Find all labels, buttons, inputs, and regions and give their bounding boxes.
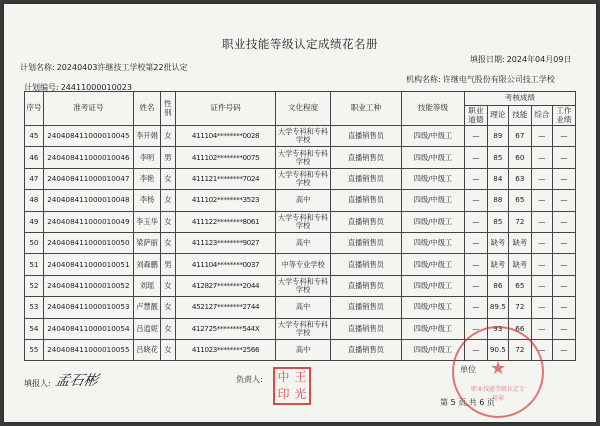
cell-education: 大学专科和专科学校 <box>276 147 330 168</box>
cell-ethics: — <box>464 339 487 360</box>
cell-id-no: 411023********2566 <box>175 339 276 360</box>
table-row <box>25 168 576 189</box>
cell-gender: 女 <box>161 275 176 296</box>
cell-gender: 女 <box>161 190 176 211</box>
cell-seq: 54 <box>25 318 44 339</box>
header-name: 姓名 <box>133 92 160 126</box>
cell-exam-no: 240408411000010054 <box>43 318 133 339</box>
cell-name: 李艳 <box>133 168 160 189</box>
cell-performance: — <box>552 190 575 211</box>
cell-level: 四级/中级工 <box>402 339 465 360</box>
cell-overall: — <box>531 339 552 360</box>
cell-name: 梁萨丽 <box>133 232 160 253</box>
cell-id-no: 411104********0028 <box>175 126 276 147</box>
cell-seq: 52 <box>25 275 44 296</box>
header-id-no: 证件号码 <box>175 92 276 126</box>
seal-star-icon: ★ <box>490 358 507 379</box>
cell-education: 高中 <box>276 339 330 360</box>
cell-theory: 84 <box>487 168 508 189</box>
header-education: 文化程度 <box>276 92 330 126</box>
personal-seal-stamp: 中 王 印 光 <box>273 367 311 405</box>
cell-level: 四级/中级工 <box>402 275 465 296</box>
cell-level: 四级/中级工 <box>402 297 465 318</box>
cell-theory: 88 <box>487 190 508 211</box>
cell-theory: 93 <box>487 318 508 339</box>
header-ethics: 职业道德 <box>464 106 487 126</box>
cell-gender: 女 <box>161 318 176 339</box>
cell-overall: — <box>531 211 552 232</box>
cell-theory: 缺考 <box>487 254 508 275</box>
table-header <box>25 92 576 126</box>
cell-skill: 66 <box>508 318 531 339</box>
cell-id-no: 411102********3523 <box>175 190 276 211</box>
cell-theory: 89 <box>487 126 508 147</box>
header-performance: 工作业绩 <box>552 106 575 126</box>
header-occupation: 职业工种 <box>330 92 401 126</box>
cell-theory: 85 <box>487 211 508 232</box>
cell-name: 李杨 <box>133 190 160 211</box>
cell-level: 四级/中级工 <box>402 168 465 189</box>
cell-skill: 60 <box>508 147 531 168</box>
cell-seq: 46 <box>25 147 44 168</box>
cell-seq: 53 <box>25 297 44 318</box>
table-row <box>25 211 576 232</box>
cell-education: 大学专科和专科学校 <box>276 211 330 232</box>
cell-exam-no: 240408411000010047 <box>43 168 133 189</box>
cell-skill: 65 <box>508 190 531 211</box>
cell-name: 刘瑶 <box>133 275 160 296</box>
cell-seq: 51 <box>25 254 44 275</box>
cell-theory: 86 <box>487 275 508 296</box>
cell-id-no: 412827********2044 <box>175 275 276 296</box>
table-row <box>25 147 576 168</box>
cell-seq: 50 <box>25 232 44 253</box>
cell-occupation: 直播销售员 <box>330 339 401 360</box>
cell-theory: 89.5 <box>487 297 508 318</box>
cell-ethics: — <box>464 275 487 296</box>
cell-ethics: — <box>464 190 487 211</box>
cell-seq: 47 <box>25 168 44 189</box>
cell-occupation: 直播销售员 <box>330 168 401 189</box>
cell-exam-no: 240408411000010049 <box>43 211 133 232</box>
cell-education: 中等专业学校 <box>276 254 330 275</box>
cell-occupation: 直播销售员 <box>330 232 401 253</box>
cell-seq: 48 <box>25 190 44 211</box>
official-round-seal-stamp <box>452 326 544 418</box>
table-row <box>25 232 576 253</box>
cell-level: 四级/中级工 <box>402 190 465 211</box>
cell-exam-no: 240408411000010055 <box>43 339 133 360</box>
cell-overall: — <box>531 147 552 168</box>
cell-ethics: — <box>464 126 487 147</box>
cell-name: 李开娟 <box>133 126 160 147</box>
cell-theory: 85 <box>487 147 508 168</box>
seal-text: 职业技能等级认定专用章 <box>470 386 525 402</box>
cell-occupation: 直播销售员 <box>330 147 401 168</box>
cell-gender: 男 <box>161 147 176 168</box>
cell-level: 四级/中级工 <box>402 232 465 253</box>
filler-label: 填报人: <box>24 379 51 388</box>
cell-id-no: 412725********544X <box>175 318 276 339</box>
cell-occupation: 直播销售员 <box>330 211 401 232</box>
cell-performance: — <box>552 126 575 147</box>
cell-ethics: — <box>464 168 487 189</box>
cell-overall: — <box>531 297 552 318</box>
cell-name: 吕逍妮 <box>133 318 160 339</box>
cell-theory: 缺考 <box>487 232 508 253</box>
header-gender: 性别 <box>161 92 176 126</box>
cell-seq: 49 <box>25 211 44 232</box>
cell-level: 四级/中级工 <box>402 318 465 339</box>
cell-performance: — <box>552 339 575 360</box>
page-number: 第 5 页,共 6 页 <box>440 398 495 407</box>
cell-ethics: — <box>464 318 487 339</box>
cell-name: 吕晓花 <box>133 339 160 360</box>
cell-gender: 女 <box>161 339 176 360</box>
cell-overall: — <box>531 318 552 339</box>
cell-overall: — <box>531 232 552 253</box>
cell-exam-no: 240408411000010045 <box>43 126 133 147</box>
cell-overall: — <box>531 126 552 147</box>
cell-gender: 女 <box>161 168 176 189</box>
header-scores: 考核成绩 <box>464 92 575 106</box>
table-row <box>25 190 576 211</box>
cell-gender: 女 <box>161 232 176 253</box>
cell-exam-no: 240408411000010053 <box>43 297 133 318</box>
cell-performance: — <box>552 211 575 232</box>
table-row <box>25 297 576 318</box>
cell-performance: — <box>552 297 575 318</box>
roster-document <box>4 4 596 422</box>
cell-occupation: 直播销售员 <box>330 190 401 211</box>
cell-skill: 缺考 <box>508 232 531 253</box>
cell-name: 李明 <box>133 147 160 168</box>
cell-occupation: 直播销售员 <box>330 254 401 275</box>
institution-name: 机构名称: 许继电气股份有限公司技工学校 <box>406 75 555 84</box>
cell-id-no: 452127********2744 <box>175 297 276 318</box>
cell-skill: 72 <box>508 339 531 360</box>
unit-label: 单位 <box>460 365 476 374</box>
cell-education: 大学专科和专科学校 <box>276 126 330 147</box>
cell-performance: — <box>552 318 575 339</box>
cell-id-no: 411102********0075 <box>175 147 276 168</box>
cell-exam-no: 240408411000010046 <box>43 147 133 168</box>
cell-gender: 女 <box>161 297 176 318</box>
cell-overall: — <box>531 275 552 296</box>
cell-overall: — <box>531 190 552 211</box>
cell-performance: — <box>552 275 575 296</box>
filler-signature: 孟石彬 <box>54 373 100 389</box>
cell-occupation: 直播销售员 <box>330 318 401 339</box>
cell-gender: 女 <box>161 126 176 147</box>
cell-overall: — <box>531 254 552 275</box>
score-table <box>24 91 576 361</box>
cell-skill: 65 <box>508 275 531 296</box>
cell-skill: 72 <box>508 211 531 232</box>
header-theory: 理论 <box>487 106 508 126</box>
table-row <box>25 275 576 296</box>
cell-skill: 缺考 <box>508 254 531 275</box>
cell-gender: 女 <box>161 211 176 232</box>
cell-seq: 45 <box>25 126 44 147</box>
cell-education: 高中 <box>276 232 330 253</box>
cell-ethics: — <box>464 297 487 318</box>
cell-level: 四级/中级工 <box>402 126 465 147</box>
header-seq: 序号 <box>25 92 44 126</box>
cell-exam-no: 240408411000010050 <box>43 232 133 253</box>
cell-education: 高中 <box>276 297 330 318</box>
cell-exam-no: 240408411000010048 <box>43 190 133 211</box>
cell-occupation: 直播销售员 <box>330 275 401 296</box>
cell-occupation: 直播销售员 <box>330 126 401 147</box>
cell-ethics: — <box>464 232 487 253</box>
plan-number: 计划编号: 24411000010023 <box>24 83 132 92</box>
cell-theory: 90.5 <box>487 339 508 360</box>
cell-performance: — <box>552 168 575 189</box>
cell-skill: 67 <box>508 126 531 147</box>
cell-skill: 72 <box>508 297 531 318</box>
cell-id-no: 411123********9027 <box>175 232 276 253</box>
cell-education: 大学专科和专科学校 <box>276 275 330 296</box>
table-row <box>25 254 576 275</box>
cell-performance: — <box>552 232 575 253</box>
cell-occupation: 直播销售员 <box>330 297 401 318</box>
header-level: 技能等级 <box>402 92 465 126</box>
cell-overall: — <box>531 168 552 189</box>
cell-id-no: 411121********7024 <box>175 168 276 189</box>
cell-skill: 63 <box>508 168 531 189</box>
supervisor-label: 负责人: <box>236 375 263 384</box>
header-overall: 综合 <box>531 106 552 126</box>
cell-exam-no: 240408411000010052 <box>43 275 133 296</box>
document-title: 职业技能等级认定成绩花名册 <box>222 37 378 51</box>
table-row <box>25 126 576 147</box>
cell-ethics: — <box>464 211 487 232</box>
plan-name: 计划名称: 20240403许继技工学校第22批认定 <box>20 63 188 72</box>
cell-ethics: — <box>464 147 487 168</box>
cell-name: 李玉华 <box>133 211 160 232</box>
cell-exam-no: 240408411000010051 <box>43 254 133 275</box>
fill-date: 填报日期: 2024年04月09日 <box>470 55 572 64</box>
cell-seq: 55 <box>25 339 44 360</box>
cell-education: 大学专科和专科学校 <box>276 168 330 189</box>
cell-gender: 男 <box>161 254 176 275</box>
cell-level: 四级/中级工 <box>402 211 465 232</box>
header-exam-no: 准考证号 <box>43 92 133 126</box>
header-skill: 技能 <box>508 106 531 126</box>
cell-performance: — <box>552 147 575 168</box>
cell-name: 卢慧靓 <box>133 297 160 318</box>
cell-education: 大学专科和专科学校 <box>276 318 330 339</box>
cell-performance: — <box>552 254 575 275</box>
cell-id-no: 411122********8061 <box>175 211 276 232</box>
cell-name: 刘森鹏 <box>133 254 160 275</box>
cell-level: 四级/中级工 <box>402 254 465 275</box>
cell-level: 四级/中级工 <box>402 147 465 168</box>
cell-education: 高中 <box>276 190 330 211</box>
cell-id-no: 411104********0037 <box>175 254 276 275</box>
cell-ethics: — <box>464 254 487 275</box>
